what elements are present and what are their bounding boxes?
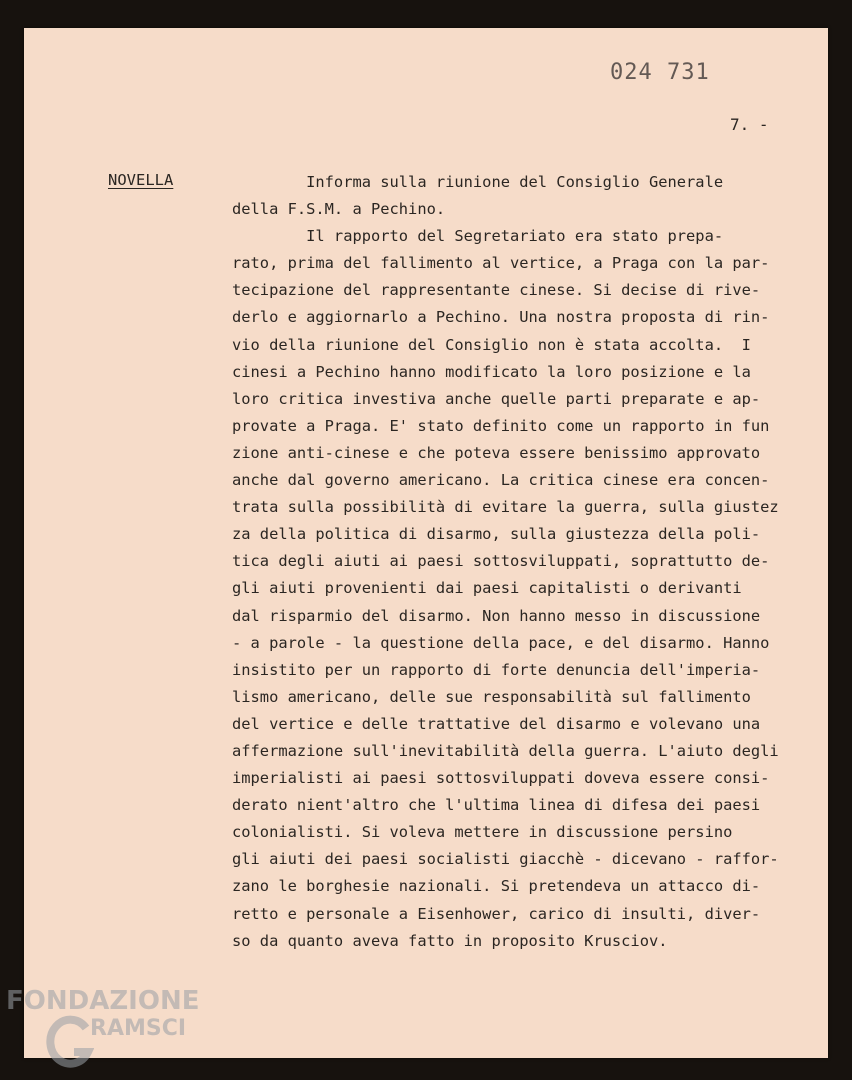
text-line: tecipazione del rappresentante cinese. Si decise di rive- xyxy=(232,281,761,300)
archive-number: 024 731 xyxy=(610,60,710,85)
text-line: affermazione sull'inevitabilità della guerra. L'aiuto degli xyxy=(232,741,779,760)
text-line: Il rapporto del Segretariato era stato prepa- xyxy=(232,227,724,246)
text-line: provate a Praga. E' stato definito come un rapporto in fun xyxy=(232,416,770,435)
text-line: rato, prima del fallimento al vertice, a Praga con la par- xyxy=(232,254,770,273)
watermark-line2: RAMSCI xyxy=(90,1016,187,1041)
text-line: del vertice e delle trattative del disarmo e volevano una xyxy=(232,714,761,733)
text-line: tica degli aiuti ai paesi sottosviluppati, soprattutto de- xyxy=(232,552,770,571)
text-line: anche dal governo americano. La critica cinese era concen- xyxy=(232,471,770,490)
text-line: zano le borghesie nazionali. Si pretendeva un attacco di- xyxy=(232,877,761,896)
text-line: dal risparmio del disarmo. Non hanno messo in discussione xyxy=(232,606,761,625)
watermark-line1: FONDAZIONE xyxy=(6,986,200,1016)
text-line: derato nient'altro che l'ultima linea di difesa dei paesi xyxy=(232,796,761,815)
page-number: 7. - xyxy=(730,115,769,134)
text-line: gli aiuti provenienti dai paesi capitalisti o derivanti xyxy=(232,579,742,598)
text-line: trata sulla possibilità di evitare la guerra, sulla giustez xyxy=(232,498,779,517)
gramsci-g-logo-icon xyxy=(46,1012,94,1072)
text-line: zione anti-cinese e che poteva essere benissimo approvato xyxy=(232,443,761,462)
text-line: loro critica investiva anche quelle parti preparate e ap- xyxy=(232,389,761,408)
text-line: gli aiuti dei paesi socialisti giacchè - dicevano - raffor- xyxy=(232,850,779,869)
text-line: vio della riunione del Consiglio non è stata accolta. I xyxy=(232,335,751,354)
text-line: derlo e aggiornarlo a Pechino. Una nostra proposta di rin- xyxy=(232,308,770,327)
text-line: retto e personale a Eisenhower, carico di insulti, diver- xyxy=(232,904,761,923)
text-line: colonialisti. Si voleva mettere in discussione persino xyxy=(232,823,733,842)
text-line: imperialisti ai paesi sottosviluppati doveva essere consi- xyxy=(232,769,770,788)
text-line: - a parole - la questione della pace, e del disarmo. Hanno xyxy=(232,633,770,652)
text-line: cinesi a Pechino hanno modificato la loro posizione e la xyxy=(232,362,751,381)
text-line: Informa sulla riunione del Consiglio Generale xyxy=(232,173,724,191)
fondazione-gramsci-watermark xyxy=(6,986,216,1076)
text-line: za della politica di disarmo, sulla giustezza della poli- xyxy=(232,525,761,544)
text-line: della F.S.M. a Pechino. xyxy=(232,200,446,219)
body-text xyxy=(232,169,779,955)
speaker-name: NOVELLA xyxy=(108,171,174,189)
text-line: insistito per un rapporto di forte denuncia dell'imperia- xyxy=(232,660,761,679)
text-line: lismo americano, delle sue responsabilità sul fallimento xyxy=(232,687,751,706)
text-line: so da quanto aveva fatto in proposito Krusciov. xyxy=(232,931,668,950)
